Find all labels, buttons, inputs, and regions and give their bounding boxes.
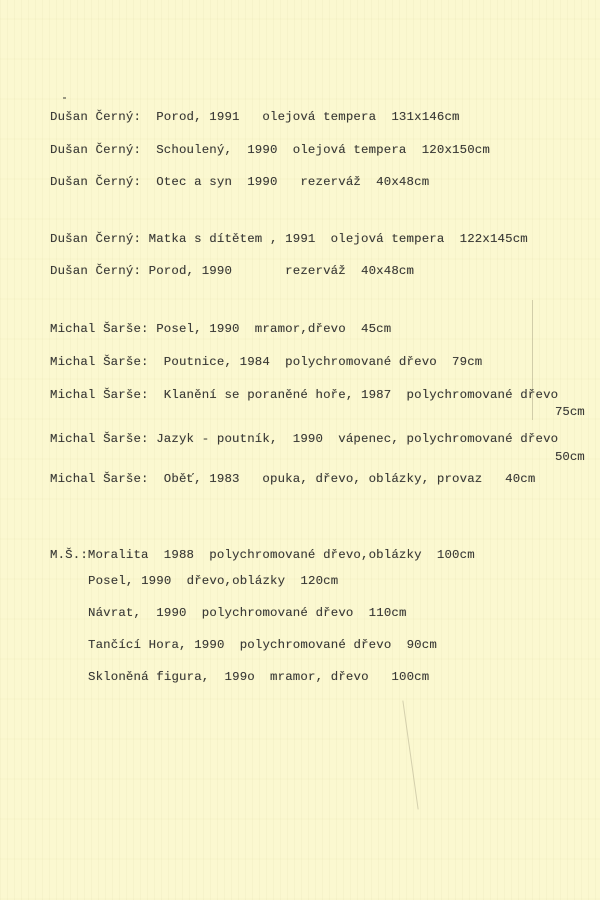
list-item-continuation: 50cm — [555, 450, 585, 464]
list-item: Michal Šarše: Oběť, 1983 opuka, dřevo, oblázky, provaz 40cm — [50, 472, 536, 486]
list-item: Posel, 1990 dřevo,oblázky 120cm — [88, 574, 339, 588]
ink-speck — [63, 97, 66, 99]
list-item: Michal Šarše: Jazyk - poutník, 1990 vápenec, polychromované dřevo — [50, 432, 559, 446]
list-item: Michal Šarše: Poutnice, 1984 polychromované dřevo 79cm — [50, 355, 483, 369]
list-item: Dušan Černý: Porod, 1990 rezerváž 40x48cm — [50, 264, 415, 278]
list-item: Michal Šarše: Posel, 1990 mramor,dřevo 45cm — [50, 322, 392, 336]
list-item: Michal Šarše: Klanění se poraněné hoře, 1987 polychromované dřevo — [50, 388, 559, 402]
list-item-continuation: 75cm — [555, 405, 585, 419]
list-item: Skloněná figura, 199o mramor, dřevo 100cm — [88, 670, 430, 684]
list-item: Návrat, 1990 polychromované dřevo 110cm — [88, 606, 407, 620]
list-item: Dušan Černý: Porod, 1991 olejová tempera 131x146cm — [50, 110, 460, 124]
paper-crease — [402, 700, 418, 809]
list-item: Dušan Černý: Otec a syn 1990 rezerváž 40x48cm — [50, 175, 430, 189]
list-item: M.Š.:Moralita 1988 polychromované dřevo,oblázky 100cm — [50, 548, 475, 562]
list-item: Dušan Černý: Schoulený, 1990 olejová tempera 120x150cm — [50, 143, 490, 157]
list-item: Dušan Černý: Matka s dítětem , 1991 olejová tempera 122x145cm — [50, 232, 528, 246]
paper-crease — [532, 300, 533, 420]
list-item: Tančící Hora, 1990 polychromované dřevo 90cm — [88, 638, 437, 652]
